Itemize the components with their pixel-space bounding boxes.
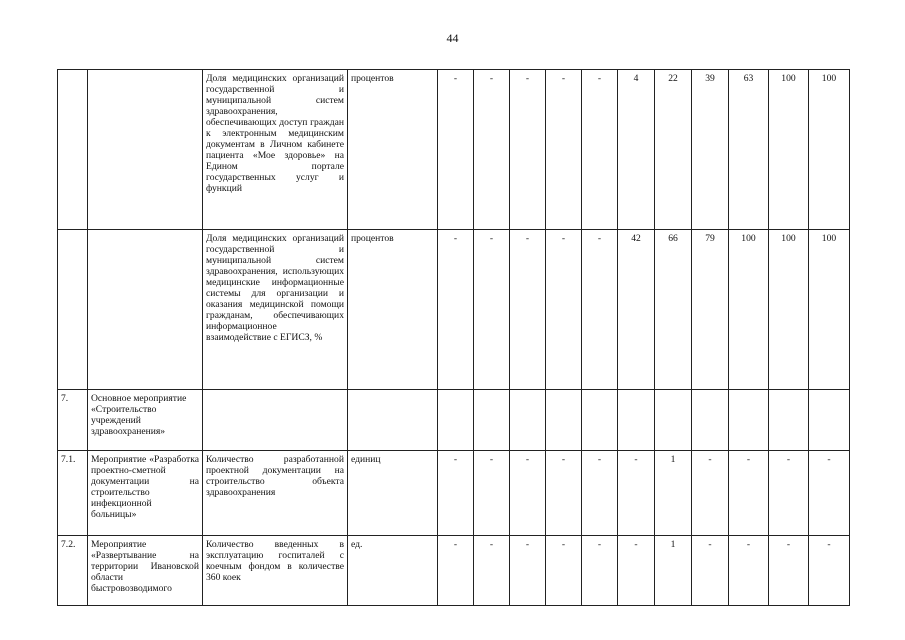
row-number-cell: 7.: [58, 390, 88, 451]
value-cell: -: [618, 451, 655, 536]
event-cell: [88, 230, 203, 390]
value-cell: 100: [809, 70, 850, 230]
table-row: [58, 390, 850, 451]
value-cell: -: [769, 536, 809, 606]
value-cell: -: [582, 536, 618, 606]
value-cell: [655, 390, 692, 451]
event-cell: Мероприятие «Разработка проектно-сметной документации на строительство инфекционной больницы»: [88, 451, 203, 536]
value-cell: -: [546, 70, 582, 230]
value-cell: 63: [729, 70, 769, 230]
event-cell: Основное мероприятие «Строительство учреждений здравоохранения»: [88, 390, 203, 451]
value-cell: -: [582, 451, 618, 536]
value-cell: 79: [692, 230, 729, 390]
row-number-cell: 7.1.: [58, 451, 88, 536]
value-cell: -: [809, 451, 850, 536]
value-cell: 100: [729, 230, 769, 390]
value-cell: -: [618, 536, 655, 606]
value-cell: [729, 390, 769, 451]
unit-cell: процентов: [348, 230, 438, 390]
table-body: [58, 70, 850, 606]
value-cell: -: [510, 230, 546, 390]
indicator-cell: Количество введенных в эксплуатацию госпиталей с коечным фондом в количестве 360 коек: [203, 536, 348, 606]
value-cell: 100: [769, 70, 809, 230]
value-cell: [769, 390, 809, 451]
indicator-cell: Доля медицинских организаций государственной и муниципальной систем здравоохранения, использующих медицинские информационные системы для организации и оказания медицинской помощи гражданам, обеспечивающих информационное взаимодействие с ЕГИСЗ, %: [203, 230, 348, 390]
table-row: [58, 70, 850, 230]
row-number-cell: [58, 230, 88, 390]
value-cell: [582, 390, 618, 451]
value-cell: -: [438, 230, 474, 390]
value-cell: 100: [769, 230, 809, 390]
event-cell: [88, 70, 203, 230]
value-cell: -: [729, 451, 769, 536]
value-cell: -: [769, 451, 809, 536]
page-number: 44: [446, 31, 459, 45]
value-cell: -: [474, 230, 510, 390]
table-row: [58, 230, 850, 390]
value-cell: -: [582, 230, 618, 390]
value-cell: 66: [655, 230, 692, 390]
value-cell: [809, 390, 850, 451]
indicator-cell: Количество разработанной проектной документации на строительство объекта здравоохранения: [203, 451, 348, 536]
value-cell: -: [438, 536, 474, 606]
unit-cell: единиц: [348, 451, 438, 536]
unit-cell: процентов: [348, 70, 438, 230]
value-cell: [618, 390, 655, 451]
value-cell: 1: [655, 451, 692, 536]
value-cell: 100: [809, 230, 850, 390]
table-row: [58, 451, 850, 536]
row-number-cell: [58, 70, 88, 230]
value-cell: -: [474, 451, 510, 536]
indicator-cell: [203, 390, 348, 451]
value-cell: -: [692, 451, 729, 536]
value-cell: 4: [618, 70, 655, 230]
value-cell: -: [474, 536, 510, 606]
table-row: [58, 536, 850, 606]
value-cell: -: [546, 451, 582, 536]
value-cell: [692, 390, 729, 451]
value-cell: 22: [655, 70, 692, 230]
value-cell: [510, 390, 546, 451]
value-cell: -: [438, 451, 474, 536]
value-cell: -: [546, 230, 582, 390]
value-cell: -: [474, 70, 510, 230]
indicator-cell: Доля медицинских организаций государственной и муниципальной систем здравоохранения, обеспечивающих доступ граждан к электронным медицинским документам в Личном кабинете пациента «Мое здоровье» на Едином портале государственных услуг и функций: [203, 70, 348, 230]
value-cell: -: [582, 70, 618, 230]
value-cell: -: [510, 536, 546, 606]
value-cell: -: [729, 536, 769, 606]
value-cell: 39: [692, 70, 729, 230]
unit-cell: [348, 390, 438, 451]
value-cell: 42: [618, 230, 655, 390]
value-cell: -: [510, 70, 546, 230]
value-cell: -: [692, 536, 729, 606]
value-cell: -: [438, 70, 474, 230]
row-number-cell: 7.2.: [58, 536, 88, 606]
unit-cell: ед.: [348, 536, 438, 606]
value-cell: [546, 390, 582, 451]
program-indicators-table: [57, 69, 850, 606]
value-cell: -: [546, 536, 582, 606]
value-cell: [438, 390, 474, 451]
value-cell: -: [809, 536, 850, 606]
event-cell: Мероприятие «Развертывание на территории Ивановской области быстровозводимого: [88, 536, 203, 606]
value-cell: 1: [655, 536, 692, 606]
value-cell: [474, 390, 510, 451]
value-cell: -: [510, 451, 546, 536]
